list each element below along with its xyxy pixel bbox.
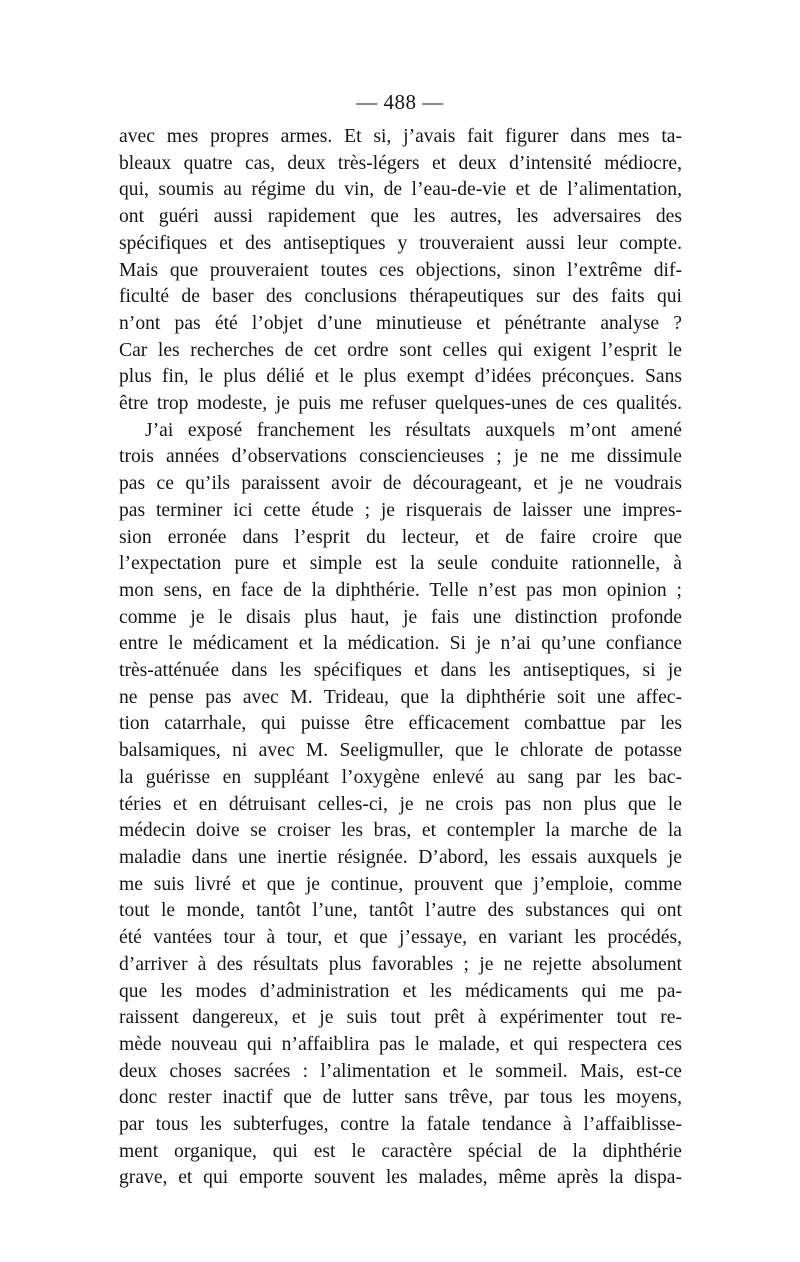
text-line: donc rester inactif que de lutter sans trêve, par tous les moyens,: [119, 1087, 682, 1109]
text-line: ne pense pas avec M. Trideau, que la diphthérie soit une affec-: [119, 686, 682, 708]
text-line: Mais que prouveraient toutes ces objections, sinon l’extrême dif-: [119, 259, 682, 281]
text-line: raissent dangereux, et je suis tout prêt à expérimenter tout re-: [119, 1007, 682, 1029]
text-line: balsamiques, ni avec M. Seeligmuller, que le chlorate de potasse: [119, 740, 682, 762]
text-line: être trop modeste, je puis me refuser quelques-unes de ces qualités.: [119, 393, 682, 415]
text-line: bleaux quatre cas, deux très-légers et deux d’intensité médiocre,: [119, 152, 682, 174]
text-line: que les modes d’administration et les médicaments qui me pa-: [119, 980, 682, 1002]
text-line: médecin doive se croiser les bras, et contempler la marche de la: [119, 820, 682, 842]
text-line: me suis livré et que je continue, prouvent que j’emploie, comme: [119, 873, 682, 895]
text-line: J’ai exposé franchement les résultats auxquels m’ont amené: [145, 419, 682, 441]
text-line: maladie dans une inertie résignée. D’abord, les essais auxquels je: [119, 846, 682, 868]
text-line: trois années d’observations consciencieuses ; je ne me dissimule: [119, 446, 682, 468]
text-line: avec mes propres armes. Et si, j’avais fait figurer dans mes ta-: [119, 126, 682, 147]
text-line: entre le médicament et la médication. Si je n’ai qu’une confiance: [119, 633, 682, 655]
text-line: tout le monde, tantôt l’une, tantôt l’autre des substances qui ont: [119, 900, 682, 922]
paragraph-1: [119, 124, 682, 418]
text-line: mède nouveau qui n’affaiblira pas le malade, et qui respectera ces: [119, 1033, 682, 1055]
text-line: la guérisse en suppléant l’oxygène enlevé au sang par les bac-: [119, 766, 682, 788]
text-line: n’ont pas été l’objet d’une minutieuse et pénétrante analyse ?: [119, 312, 682, 334]
text-line: pas ce qu’ils paraissent avoir de décourageant, et je ne voudrais: [119, 473, 682, 495]
text-line: plus fin, le plus délié et le plus exempt d’idées préconçues. Sans: [119, 366, 682, 388]
text-line: été vantées tour à tour, et que j’essaye, en variant les procédés,: [119, 927, 682, 949]
text-line: très-atténuée dans les spécifiques et dans les antiseptiques, si je: [119, 660, 682, 682]
text-line: par tous les subterfuges, contre la fatale tendance à l’affaiblisse-: [119, 1114, 682, 1136]
text-line: sion erronée dans l’esprit du lecteur, et de faire croire que: [119, 526, 682, 548]
text-line: Car les recherches de cet ordre sont celles qui exigent l’esprit le: [119, 339, 682, 361]
text-line: grave, et qui emporte souvent les malades, même après la dispa-: [119, 1167, 682, 1189]
text-line: spécifiques et des antiseptiques y trouveraient aussi leur compte.: [119, 232, 682, 254]
text-line: mon sens, en face de la diphthérie. Telle n’est pas mon opinion ;: [119, 579, 682, 601]
text-line: l’expectation pure et simple est la seule conduite rationnelle, à: [119, 553, 682, 575]
text-line: deux choses sacrées : l’alimentation et le sommeil. Mais, est-ce: [119, 1060, 682, 1082]
text-line: d’arriver à des résultats plus favorables ; je ne rejette absolument: [119, 953, 682, 975]
page-number: — 488 —: [356, 90, 444, 114]
paragraph-2: [119, 418, 682, 1192]
text-line: ficulté de baser des conclusions thérapeutiques sur des faits qui: [119, 286, 682, 308]
text-line: ont guéri aussi rapidement que les autres, les adversaires des: [119, 206, 682, 228]
body-text: [119, 124, 682, 1192]
text-line: téries et en détruisant celles-ci, je ne crois pas non plus que le: [119, 793, 682, 815]
text-line: qui, soumis au régime du vin, de l’eau-de-vie et de l’alimentation,: [119, 179, 682, 201]
text-line: tion catarrhale, qui puisse être efficacement combattue par les: [119, 713, 682, 735]
text-line: ment organique, qui est le caractère spécial de la diphthérie: [119, 1140, 682, 1162]
text-line: comme je le disais plus haut, je fais une distinction profonde: [119, 606, 682, 628]
text-line: pas terminer ici cette étude ; je risquerais de laisser une impres-: [119, 499, 682, 521]
